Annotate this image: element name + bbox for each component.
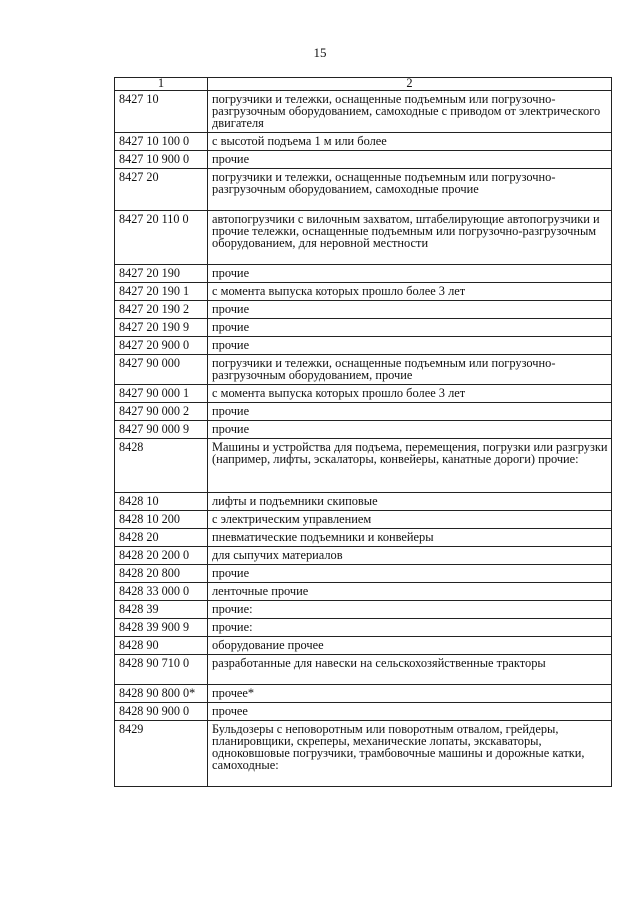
code-description: погрузчики и тележки, оснащенные подъемным или погрузочно-разгрузочным оборудованием, самоходные с приводом от электрического двигателя [208,91,612,133]
table-row [115,355,612,385]
code-description: прочие [208,319,612,337]
tn-ved-code: 8428 10 [115,493,208,511]
table-row [115,385,612,403]
table-row [115,601,612,619]
table-row [115,283,612,301]
table-row [115,721,612,787]
tn-ved-code: 8427 20 190 9 [115,319,208,337]
code-description: с момента выпуска которых прошло более 3 лет [208,283,612,301]
code-description: прочие [208,265,612,283]
tn-ved-code: 8428 20 200 0 [115,547,208,565]
table-row [115,637,612,655]
table-row [115,169,612,211]
table-row [115,301,612,319]
tn-ved-code: 8427 20 190 1 [115,283,208,301]
code-description: с высотой подъема 1 м или более [208,133,612,151]
code-description: с электрическим управлением [208,511,612,529]
code-description: прочие [208,403,612,421]
table-row [115,337,612,355]
table-header-row [115,78,612,91]
table-row [115,133,612,151]
code-description: с момента выпуска которых прошло более 3 лет [208,385,612,403]
code-description: прочее* [208,685,612,703]
tn-ved-code: 8427 20 190 [115,265,208,283]
code-description: пневматические подъемники и конвейеры [208,529,612,547]
tn-ved-code: 8428 39 900 9 [115,619,208,637]
tn-ved-code: 8428 90 [115,637,208,655]
tn-ved-code: 8428 39 [115,601,208,619]
tn-ved-code: 8427 10 900 0 [115,151,208,169]
tn-ved-code: 8427 20 900 0 [115,337,208,355]
code-description: разработанные для навески на сельскохозяйственные тракторы [208,655,612,685]
table-row [115,439,612,493]
code-description: Бульдозеры с неповоротным или поворотным отвалом, грейдеры, планировщики, скреперы, механические лопаты, экскаваторы, одноковшовые погрузчики, трамбовочные машины и дорожные катки, самоходные: [208,721,612,787]
table-row [115,511,612,529]
tn-ved-code: 8429 [115,721,208,787]
tn-ved-code: 8427 90 000 1 [115,385,208,403]
tariff-code-table [114,77,612,787]
table-row [115,493,612,511]
table-row [115,151,612,169]
code-description: автопогрузчики с вилочным захватом, штабелирующие автопогрузчики и прочие тележки, оснащенные подъемным или погрузочно-разгрузочным оборудованием, для неровной местности [208,211,612,265]
code-description: прочие: [208,619,612,637]
table-row [115,403,612,421]
tn-ved-code: 8428 [115,439,208,493]
table-row [115,547,612,565]
table-row [115,265,612,283]
table-row [115,583,612,601]
code-description: прочие [208,151,612,169]
page-number: 15 [313,45,327,60]
table-row [115,529,612,547]
code-description: оборудование прочее [208,637,612,655]
tn-ved-code: 8427 20 [115,169,208,211]
tn-ved-code: 8427 10 [115,91,208,133]
tn-ved-code: 8427 20 110 0 [115,211,208,265]
tn-ved-code: 8428 90 800 0* [115,685,208,703]
code-description: прочее [208,703,612,721]
table-row [115,685,612,703]
table-row [115,655,612,685]
tn-ved-code: 8428 20 [115,529,208,547]
code-description: прочие [208,565,612,583]
column-header-description: 2 [208,78,612,91]
tn-ved-code: 8428 90 900 0 [115,703,208,721]
table-row [115,319,612,337]
table-row [115,619,612,637]
table-row [115,91,612,133]
code-description: прочие: [208,601,612,619]
code-description: прочие [208,301,612,319]
tn-ved-code: 8428 10 200 [115,511,208,529]
table-row [115,703,612,721]
code-description: ленточные прочие [208,583,612,601]
code-description: для сыпучих материалов [208,547,612,565]
code-description: прочие [208,337,612,355]
tn-ved-code: 8428 90 710 0 [115,655,208,685]
code-description: Машины и устройства для подъема, перемещения, погрузки или разгрузки (например, лифты, эскалаторы, конвейеры, канатные дороги) прочие: [208,439,612,493]
code-description: погрузчики и тележки, оснащенные подъемным или погрузочно-разгрузочным оборудованием, самоходные прочие [208,169,612,211]
table-row [115,421,612,439]
tn-ved-code: 8427 20 190 2 [115,301,208,319]
tn-ved-code: 8428 33 000 0 [115,583,208,601]
tn-ved-code: 8428 20 800 [115,565,208,583]
table-row [115,565,612,583]
code-description: погрузчики и тележки, оснащенные подъемным или погрузочно-разгрузочным оборудованием, прочие [208,355,612,385]
table-row [115,211,612,265]
tn-ved-code: 8427 90 000 2 [115,403,208,421]
column-header-code: 1 [115,78,208,91]
tn-ved-code: 8427 90 000 [115,355,208,385]
tn-ved-code: 8427 90 000 9 [115,421,208,439]
code-description: лифты и подъемники скиповые [208,493,612,511]
code-description: прочие [208,421,612,439]
tn-ved-code: 8427 10 100 0 [115,133,208,151]
